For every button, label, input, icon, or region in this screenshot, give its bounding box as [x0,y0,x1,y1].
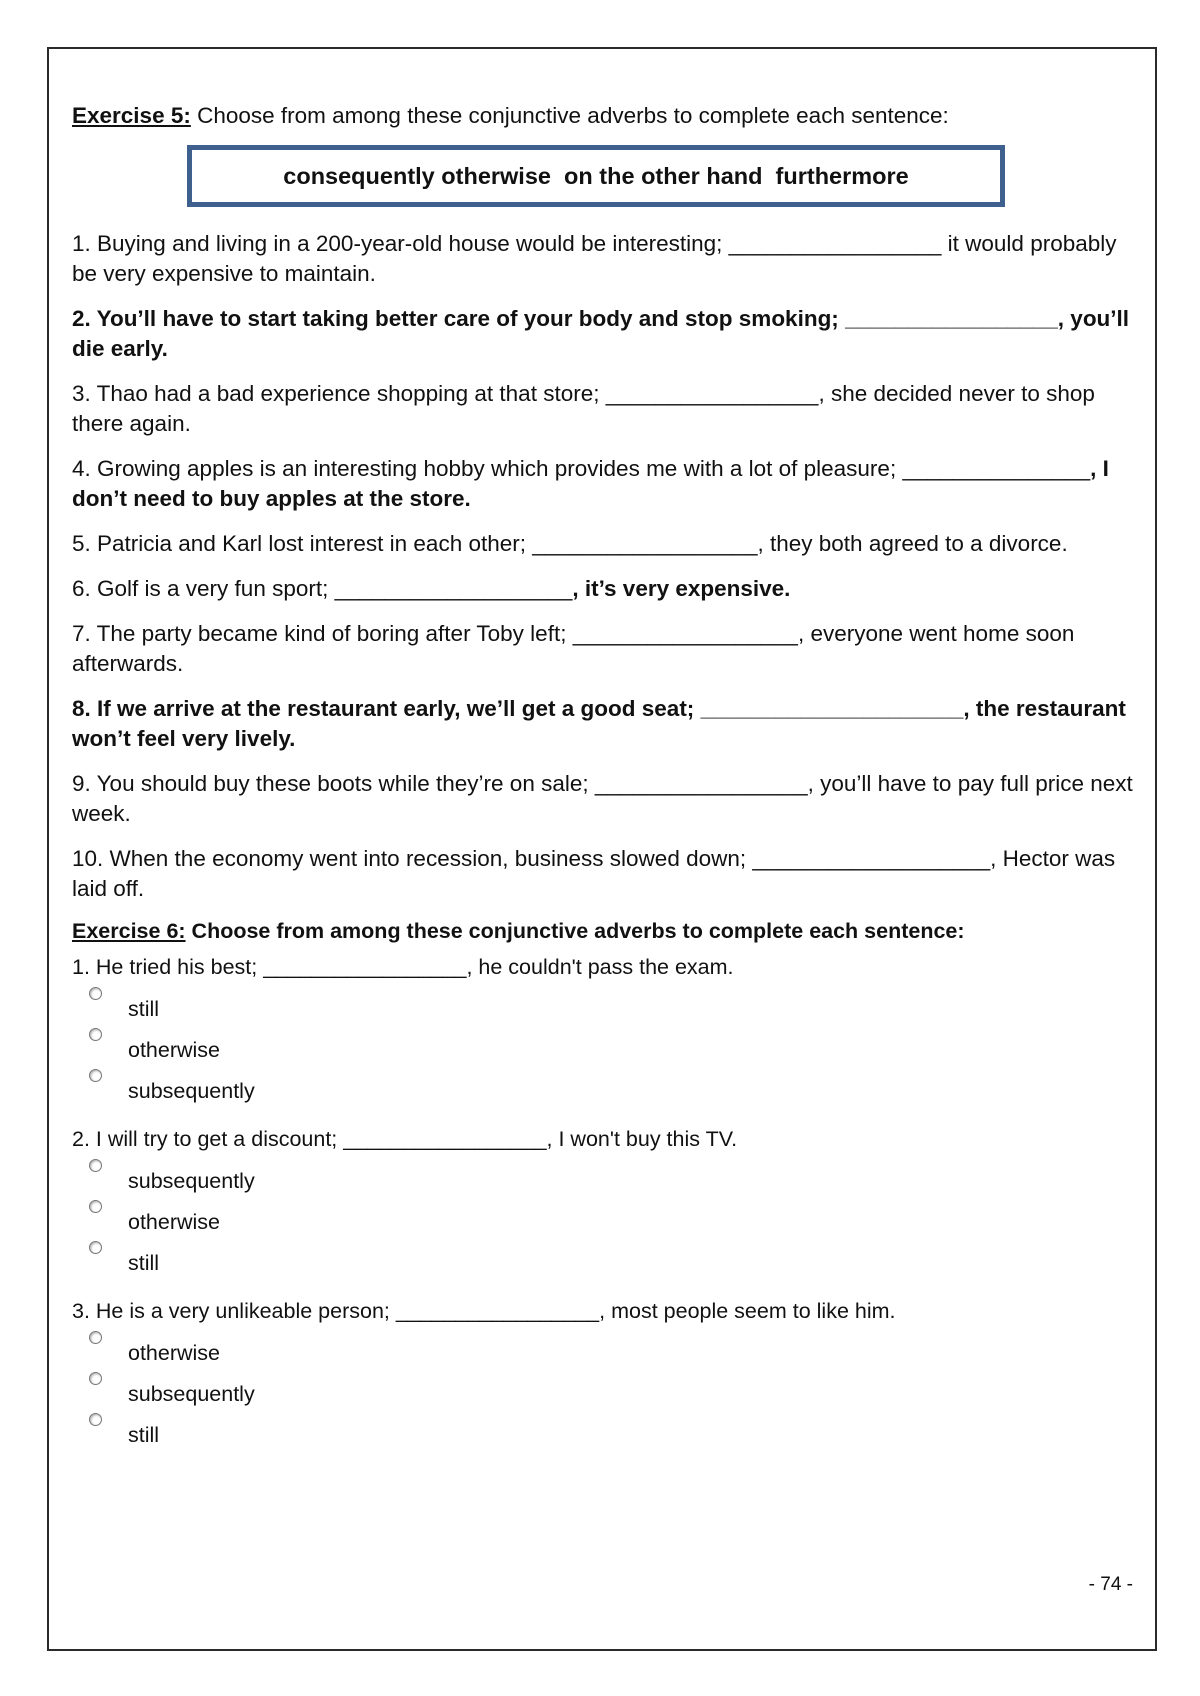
exercise5-question-5 [72,529,1134,559]
word-bank-item: otherwise [441,162,551,189]
question-text: 3. Thao had a bad experience shopping at that store; [72,381,606,406]
question-text: it would probably be very expensive to maintain. [72,231,1117,286]
option-label: subsequently [128,1169,255,1193]
question-text: , you’ll die early. [72,306,1130,361]
answer-blank[interactable]: ___________________ [334,576,573,601]
option-label: subsequently [128,1382,255,1406]
question-text: , you’ll have to pay full price next week. [72,771,1133,826]
exercise5-question-6 [72,574,1134,604]
exercise5-instruction: Choose from among these conjunctive adverbs to complete each sentence: [190,103,949,128]
exercise6-question-1 [72,953,1134,1104]
word-bank-item: on the other hand [564,162,763,189]
question-text: 2. You’ll have to start taking better care of your body and stop smoking; [72,306,846,331]
answer-blank[interactable]: _________________ [594,771,808,796]
radio-button[interactable] [89,1413,102,1426]
exercise5-question-4 [72,454,1134,514]
exercise6-question-2 [72,1125,1134,1276]
answer-option[interactable] [72,1153,1134,1194]
option-label: subsequently [128,1079,255,1103]
question-text: 6. Golf is a very fun sport; [72,576,335,601]
question-text: , everyone went home soon afterwards. [72,621,1075,676]
option-label: otherwise [128,1210,221,1234]
option-label: otherwise [128,1038,221,1062]
question-text: , the restaurant won’t feel very lively. [72,696,1126,751]
radio-button[interactable] [89,1069,102,1082]
exercise6-question-3 [72,1297,1134,1448]
option-label: otherwise [128,1341,221,1365]
answer-option[interactable] [72,1022,1134,1063]
exercise5-question-2 [72,304,1134,364]
option-label: still [128,1423,160,1447]
answer-blank[interactable]: _______________ [902,456,1091,481]
answer-option[interactable] [72,1325,1134,1366]
question-text: 3. He is a very unlikeable person; _________________, most people seem to like him. [72,1299,896,1323]
exercise5-title: Exercise 5: [72,103,191,128]
answer-option[interactable] [72,1235,1134,1276]
exercise5-question-3 [72,379,1134,439]
answer-blank[interactable]: __________________ [532,531,758,556]
answer-option[interactable] [72,1063,1134,1104]
answer-blank[interactable]: _____________________ [700,696,964,721]
radio-button[interactable] [89,1159,102,1172]
answer-blank[interactable]: ___________________ [752,846,991,871]
word-bank-item: consequently [283,162,435,189]
page-number: - 74 - [1088,1574,1133,1595]
exercise6-heading [72,916,1134,946]
radio-button[interactable] [89,987,102,1000]
option-label: still [128,997,160,1021]
exercise5-question-1 [72,229,1134,289]
answer-option[interactable] [72,981,1134,1022]
answer-option[interactable] [72,1407,1134,1448]
question-text: 7. The party became kind of boring after Toby left; [72,621,573,646]
radio-button[interactable] [89,1028,102,1041]
question-text: 1. Buying and living in a 200-year-old house would be interesting; [72,231,729,256]
exercise5-heading [72,101,1134,131]
answer-blank[interactable]: _________________ [728,231,942,256]
question-text: 1. He tried his best; _________________, he couldn't pass the exam. [72,955,734,979]
question-text: , it’s very expensive. [572,576,791,601]
exercise5-question-10 [72,844,1134,904]
option-label: still [128,1251,160,1275]
radio-button[interactable] [89,1372,102,1385]
exercise6-title: Exercise 6: [72,919,186,943]
question-text: , I don’t need to buy apples at the store. [72,456,1109,511]
question-text: 4. Growing apples is an interesting hobby which provides me with a lot of pleasure; [72,456,903,481]
page-frame [47,47,1157,1651]
question-text: 5. Patricia and Karl lost interest in each other; [72,531,533,556]
question-text: 10. When the economy went into recession, business slowed down; [72,846,753,871]
answer-option[interactable] [72,1366,1134,1407]
answer-blank[interactable]: __________________ [572,621,798,646]
answer-blank[interactable]: _________________ [845,306,1058,331]
radio-button[interactable] [89,1200,102,1213]
question-text: , they both agreed to a divorce. [757,531,1068,556]
answer-blank[interactable]: _________________ [605,381,819,406]
question-text: 8. If we arrive at the restaurant early, we’ll get a good seat; [72,696,701,721]
radio-button[interactable] [89,1241,102,1254]
exercise5-question-8 [72,694,1134,754]
question-text: , Hector was laid off. [72,846,1116,901]
exercise5-question-9 [72,769,1134,829]
answer-option[interactable] [72,1194,1134,1235]
radio-button[interactable] [89,1331,102,1344]
question-text: 9. You should buy these boots while they’re on sale; [72,771,595,796]
word-bank-box [187,145,1005,207]
exercise5-question-7 [72,619,1134,679]
exercise6-instruction: Choose from among these conjunctive adverbs to complete each sentence: [185,919,965,943]
word-bank-item: furthermore [775,162,909,189]
worksheet-content [72,101,1134,1448]
question-text: 2. I will try to get a discount; _________________, I won't buy this TV. [72,1127,738,1151]
question-text: , she decided never to shop there again. [72,381,1095,436]
